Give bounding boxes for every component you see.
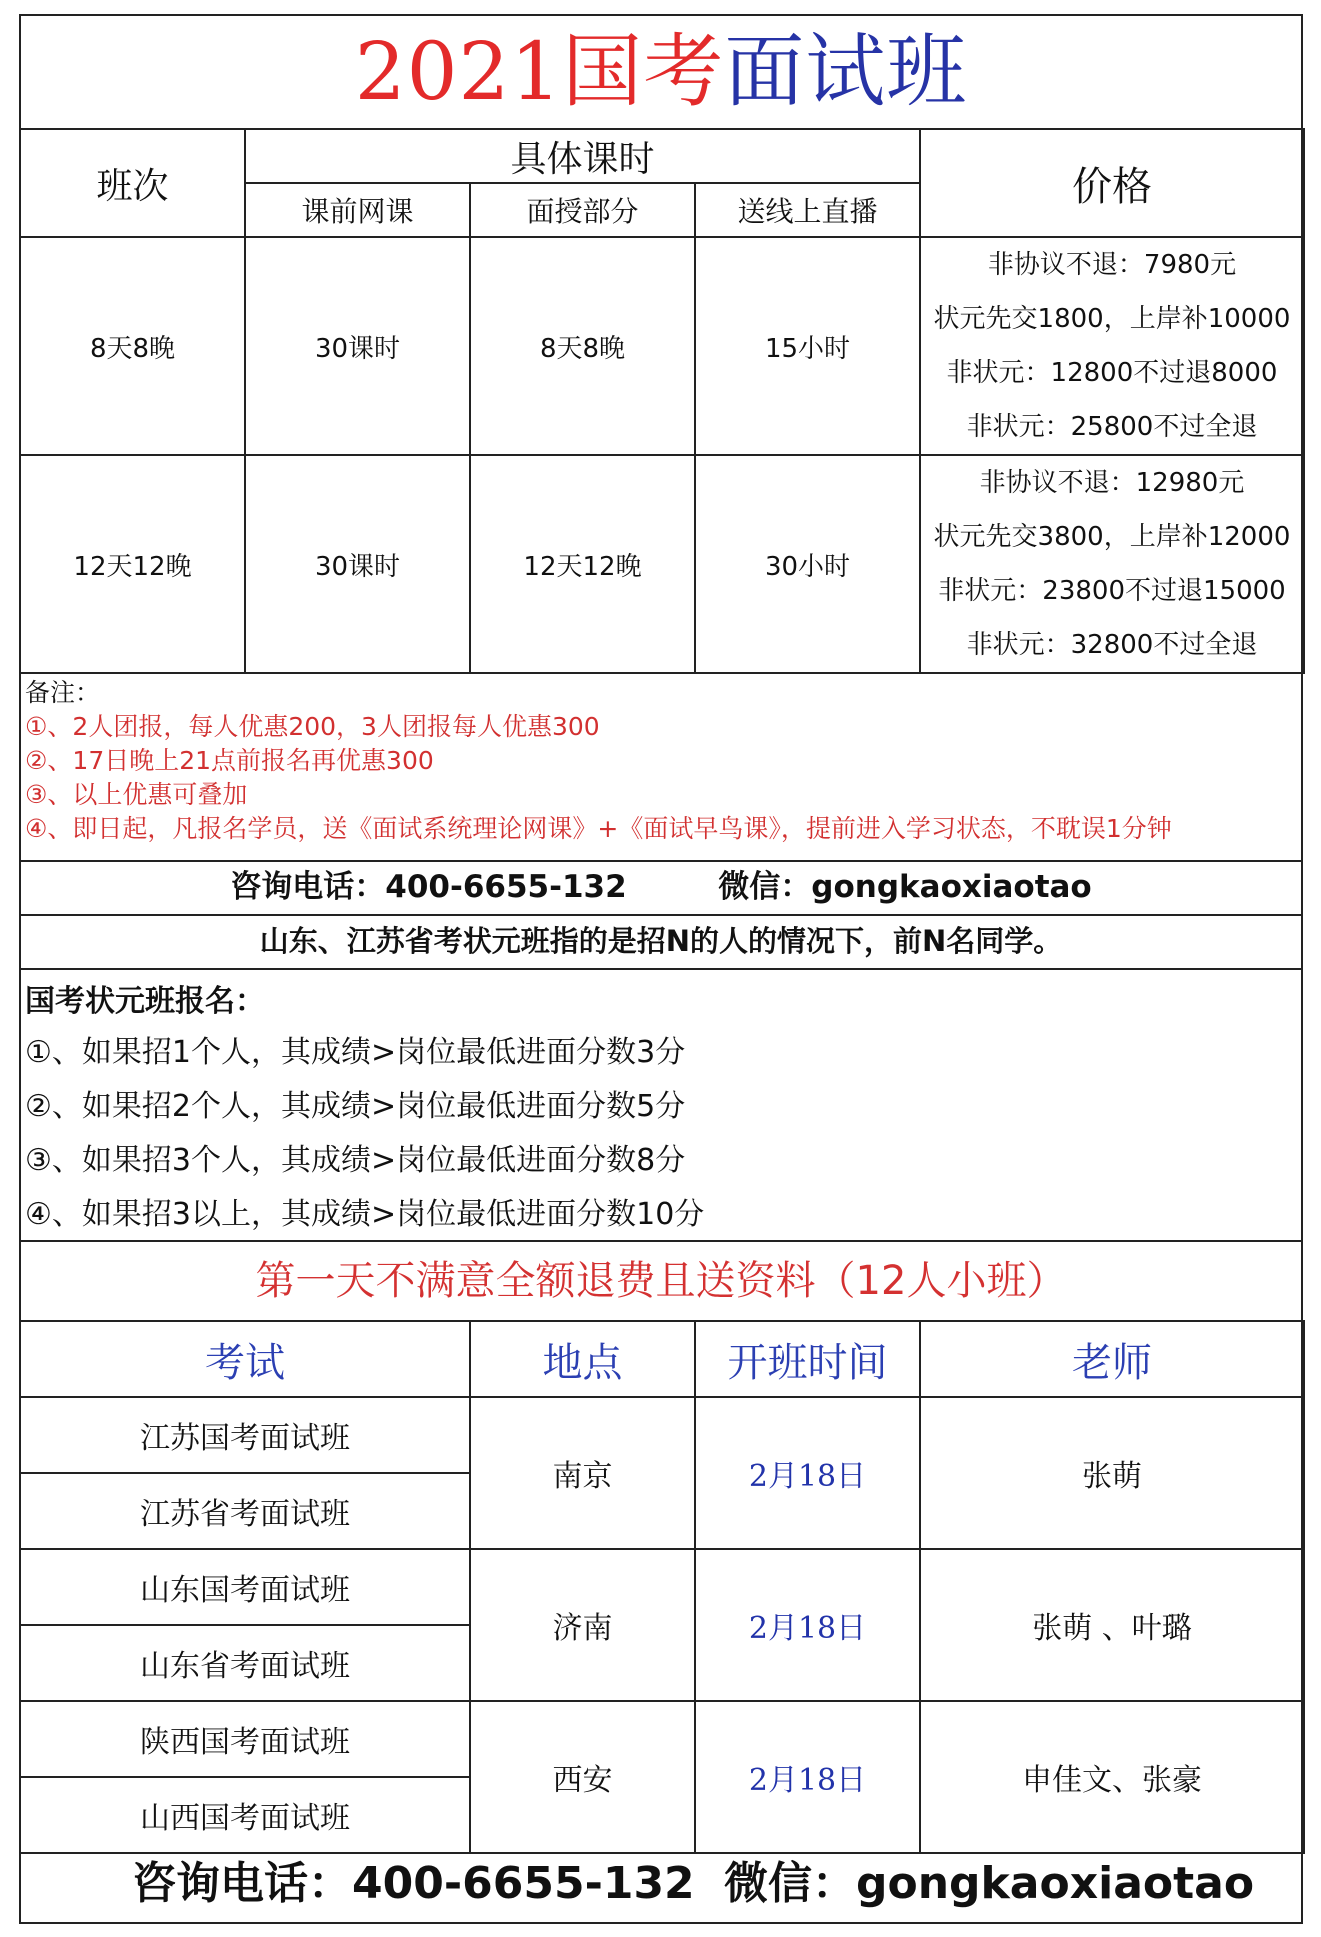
table-row: [20, 237, 1304, 455]
schedule-table: [19, 1320, 1303, 1854]
header-price: 价格: [920, 129, 1304, 237]
notice-text: 山东、江苏省考状元班指的是招N的人的情况下，前N名同学。: [259, 924, 1063, 958]
price-line: 非协议不退：7980元: [987, 250, 1237, 280]
apply-item: ④、如果招3以上，其成绩>岗位最低进面分数10分: [25, 1197, 705, 1232]
cell-teacher: 申佳文、张豪: [920, 1701, 1304, 1853]
contact-footer: [19, 1846, 1303, 1922]
price-line: 状元先交1800，上岸补10000: [933, 304, 1291, 334]
contact-wechat: 微信：gongkaoxiaotao: [718, 869, 1092, 905]
apply-item: ③、如果招3个人，其成绩>岗位最低进面分数8分: [25, 1143, 686, 1178]
cell-exam: 山西国考面试班: [20, 1777, 470, 1853]
cell-face: 12天12晚: [470, 455, 695, 673]
table-row: [20, 1549, 1304, 1625]
cell-live: 30小时: [695, 455, 920, 673]
cell-exam: 江苏国考面试班: [20, 1397, 470, 1473]
apply-item: ②、如果招2个人，其成绩>岗位最低进面分数5分: [25, 1089, 686, 1124]
note-item: ④、即日起，凡报名学员，送《面试系统理论网课》+《面试早鸟课》，提前进入学习状态，不耽误1分钟: [25, 814, 1172, 843]
title-year: 2021: [354, 25, 563, 118]
header-face-teaching: 面授部分: [470, 183, 695, 237]
page-title: [19, 14, 1303, 130]
cell-place: 西安: [470, 1701, 695, 1853]
price-line: 非状元：12800不过退8000: [946, 358, 1278, 388]
cell-exam: 江苏省考面试班: [20, 1473, 470, 1549]
cell-exam: 山东国考面试班: [20, 1549, 470, 1625]
cell-live: 15小时: [695, 237, 920, 455]
header-teacher: 老师: [920, 1321, 1304, 1397]
cell-price: [920, 455, 1304, 673]
cell-exam: 陕西国考面试班: [20, 1701, 470, 1777]
price-line: 非状元：23800不过退15000: [938, 576, 1286, 606]
header-class: 班次: [20, 129, 245, 237]
header-exam: 考试: [20, 1321, 470, 1397]
cell-time: 2月18日: [695, 1701, 920, 1853]
course-table: [19, 128, 1303, 674]
header-live: 送线上直播: [695, 183, 920, 237]
cell-place: 济南: [470, 1549, 695, 1701]
note-item: ②、17日晚上21点前报名再优惠300: [25, 746, 434, 775]
apply-head: 国考状元班报名：: [25, 984, 265, 1019]
cell-time: 2月18日: [695, 1549, 920, 1701]
notes-head: 备注：: [25, 678, 101, 707]
cell-teacher: 张萌 、叶璐: [920, 1549, 1304, 1701]
cell-place: 南京: [470, 1397, 695, 1549]
cell-exam: 山东省考面试班: [20, 1625, 470, 1701]
apply-section: [19, 970, 1303, 1240]
cell-class: 12天12晚: [20, 455, 245, 673]
footer-wechat: 微信：gongkaoxiaotao: [724, 1858, 1255, 1909]
cell-class: 8天8晚: [20, 237, 245, 455]
contact-phone: 咨询电话：400-6655-132: [230, 869, 627, 905]
title-part2: 面试班: [724, 25, 968, 118]
note-item: ①、2人团报，每人优惠200，3人团报每人优惠300: [25, 712, 600, 741]
refund-banner: 第一天不满意全额退费且送资料（12人小班）: [255, 1258, 1067, 1304]
cell-face: 8天8晚: [470, 237, 695, 455]
cell-teacher: 张萌: [920, 1397, 1304, 1549]
header-place: 地点: [470, 1321, 695, 1397]
header-pre-online: 课前网课: [245, 183, 470, 237]
price-line: 非状元：25800不过全退: [966, 412, 1258, 442]
note-item: ③、以上优惠可叠加: [25, 780, 248, 809]
price-line: 非协议不退：12980元: [979, 468, 1245, 498]
contact-bar: [19, 860, 1303, 914]
price-line: 状元先交3800，上岸补12000: [933, 522, 1291, 552]
table-row: [20, 455, 1304, 673]
table-row: [20, 1397, 1304, 1473]
cell-pre: 30课时: [245, 455, 470, 673]
cell-time: 2月18日: [695, 1397, 920, 1549]
table-row: [20, 1701, 1304, 1777]
title-part1: 国考: [562, 25, 725, 118]
cell-price: [920, 237, 1304, 455]
price-line: 非状元：32800不过全退: [966, 630, 1258, 660]
notes-section: [19, 670, 1303, 860]
footer-phone: 咨询电话：400-6655-132: [132, 1858, 695, 1909]
header-time: 开班时间: [695, 1321, 920, 1397]
header-hours: 具体课时: [245, 129, 920, 183]
cell-pre: 30课时: [245, 237, 470, 455]
apply-item: ①、如果招1个人，其成绩>岗位最低进面分数3分: [25, 1035, 686, 1070]
